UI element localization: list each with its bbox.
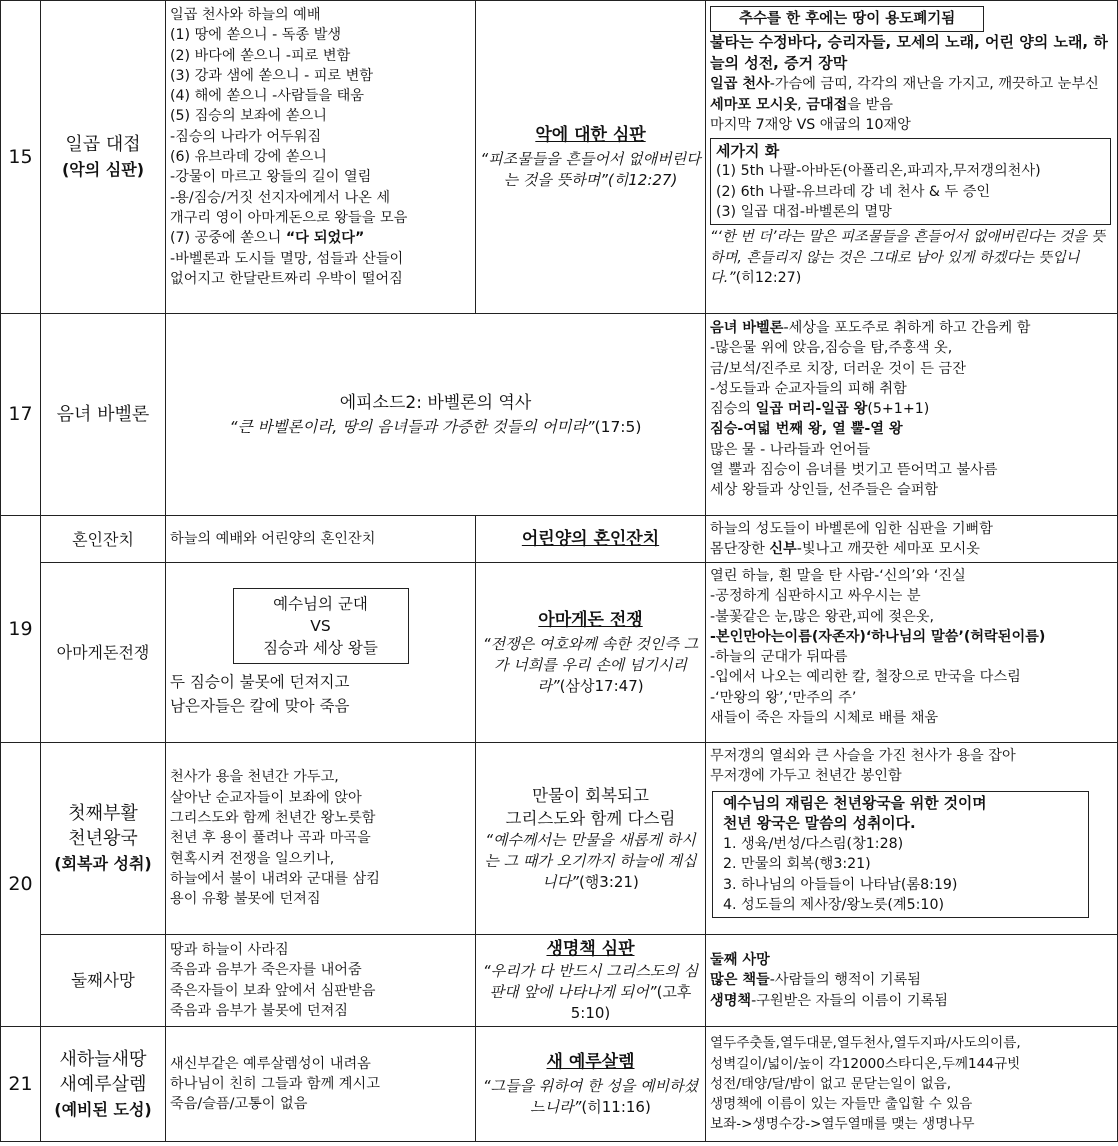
detail-emphasis: 짐승-여덟 번째 왕, 열 뿔-열 왕 [710, 421, 903, 438]
title-text: 천년왕국 [68, 828, 138, 849]
detail-cell [706, 743, 1118, 935]
detail-text [710, 539, 1113, 559]
detail-text-part: -세상을 포도주로 취하게 하고 간음케 함 [783, 320, 1031, 336]
list-item: 열린 하늘, 흰 말을 탄 사람-‘신의’와 ‘진실 [710, 568, 966, 584]
table-row-15 [1, 1, 1118, 314]
box-title: 천년 왕국은 말씀의 성취이다. [723, 814, 916, 832]
list-item: 성벽길이/넓이/높이 각12000스타디온,두께144규빗 [710, 1055, 1021, 1072]
detail-text-part: -빛나고 깨끗한 세마포 모시옷 [796, 541, 980, 557]
quote-ref: (히12:27) [735, 269, 802, 286]
events-cell [166, 563, 476, 743]
theme-quote: “우리가 다 반드시 그리스도의 심판대 앞에 나타나게 되어” [482, 962, 699, 1001]
list-item: 살아난 순교자들이 보좌에 앉아 [170, 789, 362, 806]
quote-ref: (히11:16) [581, 1098, 651, 1116]
detail-text: 무저갱에 가두고 천년간 봉인함 [710, 768, 902, 785]
detail-text: 불타는 수정바다, 승리자들, 모세의 노래, 어린 양의 노래, 하늘의 성전, 증거 장막 [710, 33, 1108, 73]
table-row-20-second-death [1, 935, 1118, 1027]
list-item: 성전/태양/달/밤이 없고 문닫는일이 없음, [710, 1075, 952, 1092]
title-subtitle: (예비된 도성) [54, 1099, 152, 1119]
theme-quote: “피조물들을 흔들어서 없애버린다는 것을 뜻하며”(히12:27) [480, 150, 701, 189]
list-item: -짐승의 나라가 어두워짐 [170, 128, 322, 145]
list-item: 죽은자들이 보좌 앞에서 심판받음 [170, 982, 376, 999]
theme-cell [166, 314, 706, 516]
title-text: 새예루살렘 [59, 1073, 147, 1095]
chapter-number: 17 [1, 314, 41, 516]
theme-cell [476, 1027, 706, 1142]
versus-label: VS [310, 616, 331, 635]
list-item: 2. 만물의 회복(행3:21) [723, 856, 871, 873]
theme-heading: 악에 대한 심판 [535, 125, 646, 145]
title-subtitle: (악의 심판) [61, 160, 145, 179]
detail-text [710, 74, 1113, 115]
list-item [170, 228, 471, 248]
detail-emphasis: 금대접 [806, 96, 848, 113]
detail-text: 하늘의 성도들이 바벨론에 임한 심판을 기뻐함 [710, 520, 993, 537]
list-item: 4. 성도들의 제사장/왕노릇(계5:10) [723, 897, 945, 914]
detail-text: 무저갱의 열쇠와 큰 사슬을 가진 천사가 용을 잡아 [710, 748, 1016, 764]
theme-quote: “그들을 위하여 한 성을 예비하셨느니라” [482, 1077, 699, 1116]
table-row-17 [1, 314, 1118, 516]
detail-text: 마지막 7재앙 VS 애굽의 10재앙 [710, 116, 911, 133]
theme-quote: “전쟁은 여호와께 속한 것인즉 그가 너희를 우리 손에 넘기시리라” [482, 635, 699, 695]
list-item: 남은자들은 칼에 맞아 죽음 [170, 696, 350, 715]
theme-cell [476, 935, 706, 1027]
detail-cell [706, 563, 1118, 743]
list-item: 없어지고 한달란트짜리 우박이 떨어짐 [170, 270, 403, 287]
list-item: -하늘의 군대가 뒤따름 [710, 649, 848, 666]
detail-cell [706, 935, 1118, 1027]
list-item: 보좌->생명수강->열두열매를 맺는 생명나무 [710, 1116, 975, 1133]
theme-quote: “큰 바벨론이라, 땅의 음녀들과 가증한 것들의 어미라” [229, 417, 595, 436]
events-cell [166, 1, 476, 314]
detail-text-part: 짐승의 [710, 401, 756, 418]
list-item: (3) 일곱 대접-바벨론의 멸망 [716, 204, 892, 221]
versus-box [233, 588, 409, 664]
quote-text: “‘한 번 더’라는 말은 피조물들을 흔들어서 없애버린다는 것을 뜻하며, 흔들리지 않는 것은 그대로 남아 있게 하겠다는 뜻입니다.” [710, 229, 1106, 286]
quote-ref: (삼상17:47) [559, 677, 644, 695]
quote-ref: (행3:21) [578, 873, 639, 891]
list-item: -입에서 나오는 예리한 칼, 철장으로 만국을 다스림 [710, 669, 1021, 686]
theme-heading: 그리스도와 함께 다스림 [505, 809, 676, 828]
chapter-number: 21 [1, 1027, 41, 1142]
list-item: 많은 물 - 나라들과 언어들 [710, 441, 871, 458]
list-item: 새들이 죽은 자들의 시체로 배를 채움 [710, 710, 939, 727]
detail-text-part: -구원받은 자들의 이름이 기록됨 [751, 992, 948, 1009]
list-item: 죽음/슬픔/고통이 없음 [170, 1096, 308, 1113]
theme-heading: 어린양의 혼인잔치 [521, 529, 660, 549]
detail-text [710, 991, 1113, 1011]
detail-cell [706, 516, 1118, 563]
list-item: (1) 땅에 쏟으니 - 독종 발생 [170, 27, 342, 44]
list-item: 천년 후 용이 풀려나 곡과 마곡을 [170, 830, 371, 847]
detail-text-part: 몸단장한 [710, 541, 770, 557]
events-cell [166, 935, 476, 1027]
detail-text [710, 399, 1113, 419]
events-cell [166, 1027, 476, 1142]
detail-emphasis: 세마포 모시옷 [710, 96, 798, 113]
detail-emphasis: 생명책 [710, 992, 752, 1009]
list-item: (6) 유브라데 강에 쏟으니 [170, 149, 327, 166]
list-item: 세상 왕들과 상인들, 선주들은 슬퍼함 [710, 482, 939, 499]
table-row-19-wedding [1, 516, 1118, 563]
list-item: -강물이 마르고 왕들의 길이 열림 [170, 169, 372, 186]
title-subtitle: (회복과 성취) [54, 854, 152, 873]
list-item: 새신부같은 예루살렘성이 내려옴 [170, 1055, 371, 1072]
theme-heading: 에피소드2: 바벨론의 역사 [339, 392, 532, 413]
list-item: (1) 5th 나팔-아바돈(아폴리온,파괴자,무저갱의천사) [716, 163, 1041, 180]
detail-text-part: , [797, 96, 807, 113]
list-item: 열 뿔과 짐승이 음녀를 벗기고 뜯어먹고 불사름 [710, 462, 998, 479]
section-title: 음녀 바벨론 [41, 314, 166, 516]
list-item: 하나님이 친히 그들과 함께 계시고 [170, 1075, 380, 1092]
detail-text-part: 을 받음 [847, 96, 893, 113]
list-item: 두 짐승이 불못에 던져지고 [170, 672, 350, 691]
list-item: (5) 짐승의 보좌에 쏟으니 [170, 108, 327, 125]
theme-heading: 생명책 심판 [546, 939, 635, 959]
list-item: -용/짐승/거짓 선지자에게서 나온 세 [170, 189, 391, 206]
detail-emphasis: 음녀 바벨론 [710, 320, 784, 336]
theme-cell [476, 1, 706, 314]
list-item-emphasis: -본인만아는이름(자존자)‘하나님의 말씀’(허락된이름) [710, 628, 1046, 645]
section-title: 혼인잔치 [41, 516, 166, 563]
list-item: 땅과 하늘이 사라짐 [170, 941, 289, 958]
detail-cell [706, 1, 1118, 314]
detail-cell [706, 1027, 1118, 1142]
title-text: 새하늘새땅 [59, 1048, 147, 1070]
detail-emphasis: 일곱 머리-일곱 왕 [755, 401, 868, 418]
theme-quote-wrap [170, 415, 701, 439]
section-title [41, 743, 166, 935]
list-item: 1. 생육/번성/다스림(창1:28) [723, 836, 904, 853]
list-item: (2) 6th 나팔-유브라데 강 네 천사 & 두 증인 [716, 183, 991, 200]
highlight-box: 추수를 한 후에는 땅이 용도폐기됨 [710, 6, 984, 32]
list-item: 죽음과 음부가 죽은자를 내어줌 [170, 962, 362, 979]
list-item: 용이 유황 불못에 던져짐 [170, 891, 321, 908]
detail-emphasis: 일곱 천사 [710, 76, 770, 93]
list-item: -불꽃같은 눈,많은 왕관,피에 젖은옷, [710, 608, 935, 625]
list-item: -많은물 위에 앉음,짐승을 탐,주홍색 옷, [710, 340, 953, 357]
millennium-box [712, 791, 1089, 919]
list-item: -공정하게 심판하시고 싸우시는 분 [710, 588, 921, 605]
detail-text-part: (5+1+1) [867, 401, 930, 418]
list-item: 죽음과 음부가 불못에 던져짐 [170, 1002, 348, 1019]
list-item: -성도들과 순교자들의 피해 취함 [710, 380, 907, 397]
theme-heading: 아마게돈 전쟁 [538, 610, 643, 630]
list-item: 그리스도와 함께 천년간 왕노릇함 [170, 810, 376, 827]
table-row-20-millennium [1, 743, 1118, 935]
chapter-number: 20 [1, 743, 41, 1027]
table-row-19-armageddon [1, 563, 1118, 743]
list-item: 하늘에서 불이 내려와 군대를 삼킴 [170, 870, 380, 887]
section-title [41, 1, 166, 314]
detail-text-part: -가슴에 금띠, 각각의 재난을 가지고, 깨끗하고 눈부신 [769, 76, 1099, 93]
list-item: (2) 바다에 쏟으니 -피로 변함 [170, 47, 351, 64]
theme-cell [476, 516, 706, 563]
detail-cell [706, 314, 1118, 516]
theme-quote: “예수께서는 만물을 새롭게 하시는 그 때가 오기까지 하늘에 계십니다” [484, 831, 697, 891]
detail-quote [710, 227, 1113, 288]
section-title: 아마게돈전쟁 [41, 563, 166, 743]
quote-ref: (17:5) [594, 417, 642, 436]
chapter-number: 19 [1, 516, 41, 743]
list-item: (4) 해에 쏟으니 -사람들을 태움 [170, 88, 365, 105]
section-title: 둘째사망 [41, 935, 166, 1027]
theme-heading: 새 예루살렘 [546, 1052, 635, 1072]
list-item: -‘만왕의 왕’,‘만주의 주’ [710, 689, 857, 706]
title-text: 첫째부활 [68, 803, 138, 824]
detail-emphasis: 많은 책들 [710, 972, 770, 989]
list-item: -바벨론과 도시들 멸망, 섬들과 산들이 [170, 250, 404, 267]
list-item: 개구리 영이 아마게돈으로 왕들을 모음 [170, 209, 408, 226]
list-item: 일곱 천사와 하늘의 예배 [170, 7, 321, 23]
chapter-number: 15 [1, 1, 41, 314]
detail-text [710, 970, 1113, 990]
list-item: 열두주춧돌,열두대문,열두천사,열두지파/사도의이름, [710, 1035, 1021, 1052]
events-cell [166, 743, 476, 935]
list-item-emphasis: “다 되었다” [285, 230, 365, 247]
events-cell: 하늘의 예배와 어린양의 혼인잔치 [166, 516, 476, 563]
box-title: 예수님의 재림은 천년왕국을 위한 것이며 [723, 794, 987, 812]
list-item: 금/보석/진주로 치장, 더러운 것이 든 금잔 [710, 360, 966, 377]
table-row-21 [1, 1027, 1118, 1142]
list-item: 천사가 용을 천년간 가두고, [170, 769, 339, 786]
detail-emphasis: 둘째 사망 [710, 952, 770, 969]
list-item: (3) 강과 샘에 쏟으니 - 피로 변함 [170, 67, 374, 84]
box-title: 세가지 화 [716, 142, 780, 161]
detail-text-part: -사람들의 행적이 기록됨 [769, 972, 921, 989]
three-woes-box [710, 138, 1111, 225]
quote-ref: (고후5:10) [570, 983, 692, 1022]
list-item: 3. 하나님의 아들들이 나타남(롬8:19) [723, 876, 958, 893]
list-item-text: (7) 공중에 쏟으니 [170, 230, 286, 247]
theme-cell [476, 563, 706, 743]
list-item: 현혹시켜 전쟁을 일으키나, [170, 850, 335, 867]
title-text: 일곱 대접 [65, 134, 141, 155]
theme-heading: 만물이 회복되고 [532, 786, 649, 805]
theme-cell [476, 743, 706, 935]
section-title [41, 1027, 166, 1142]
detail-text [710, 318, 1113, 338]
versus-side-a: 예수님의 군대 [273, 594, 368, 613]
versus-side-b: 짐승과 세상 왕들 [263, 638, 378, 657]
detail-emphasis: 신부 [769, 541, 797, 557]
list-item: 생명책에 이름이 있는 자들만 출입할 수 있음 [710, 1096, 973, 1113]
